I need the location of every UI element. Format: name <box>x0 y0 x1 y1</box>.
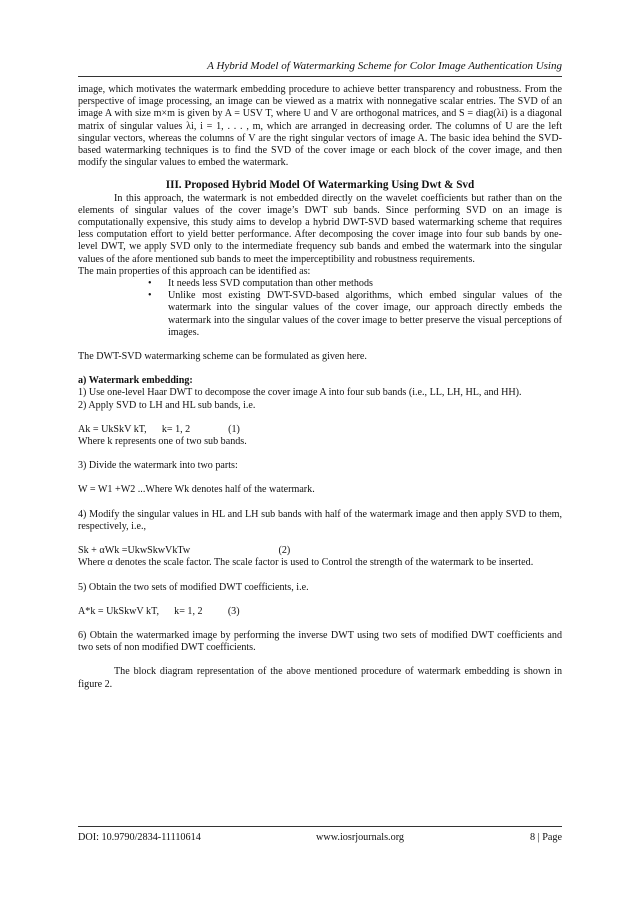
equation-2-note: Where α denotes the scale factor. The scale factor is used to Control the strength of the watermark to be inserted. <box>78 557 534 569</box>
equation-1 <box>78 424 562 436</box>
equation-2-text: Sk + αWk =UkwSkwVkTw <box>78 545 191 557</box>
equation-3 <box>78 606 562 618</box>
equation-1-text: Ak = UkSkV kT, k= 1, 2 <box>78 423 191 435</box>
intro-paragraph: image, which motivates the watermark embedding procedure to achieve better transparency and robustness. From the perspective of image processing, an image can be viewed as a matrix with nonnegative scalar entries. The SVD of an image A with size m×m is given by A = USV T, where U and V are orthogonal matrices, and S = diag(λi) is a diagonal matrix of singular values λi, i = 1, . . . , m, which are arranged in decreasing order. The columns of U are the left singular vectors, whereas the columns of V are the right singular vectors of image A. The basic idea behind the SVD-based watermarking techniques is to find the SVD of the cover image or each block of the cover image, and then modify the singular values to embed the watermark. <box>78 84 562 169</box>
paper-page <box>78 0 562 903</box>
step-3: 3) Divide the watermark into two parts: <box>78 460 238 472</box>
property-item: • Unlike most existing DWT-SVD-based algorithms, which embed singular values of the watermark into the singular values of the cover image, our approach directly embeds the watermark into the singular values of the cover image to better preserve the visual perceptions of images. <box>148 290 562 339</box>
property-item: • It needs less SVD computation than other methods <box>148 278 562 290</box>
step-5: 5) Obtain the two sets of modified DWT coefficients, i.e. <box>78 581 309 593</box>
equation-2-number: (2) <box>278 545 291 557</box>
footer-page-number: 8 | Page <box>529 832 562 843</box>
equation-2 <box>78 545 562 557</box>
main-content <box>78 84 562 691</box>
page-footer <box>78 826 562 843</box>
watermark-split-equation: W = W1 +W2 ...Where Wk denotes half of the watermark. <box>78 484 315 496</box>
equation-1-number: (1) <box>228 423 240 435</box>
step-4: 4) Modify the singular values in HL and LH sub bands with half of the watermark image and then apply SVD to them, respectively, i.e., <box>78 508 562 532</box>
step-2: 2) Apply SVD to LH and HL sub bands, i.e. <box>78 399 256 411</box>
step-1: 1) Use one-level Haar DWT to decompose the cover image A into four sub bands (i.e., LL, LH, HL, and HH). <box>78 387 522 399</box>
footer-website: www.iosrjournals.org <box>316 832 405 843</box>
running-title: A Hybrid Model of Watermarking Scheme for Color Image Authentication Using <box>207 60 562 72</box>
footer-doi: DOI: 10.9790/2834-11110614 <box>78 832 201 843</box>
closing-paragraph: The block diagram representation of the above mentioned procedure of watermark embedding is shown in figure 2. <box>78 666 562 690</box>
equation-1-note: Where k represents one of two sub bands. <box>78 436 247 448</box>
section-title: III. Proposed Hybrid Model Of Watermarking Using Dwt & Svd <box>165 179 475 192</box>
section-paragraph: In this approach, the watermark is not embedded directly on the wavelet coefficients but rather than on the elements of singular values of the cover image’s DWT sub bands. Since performing SVD on an image is computationally expensive, this study aims to develop a hybrid DWT-SVD based watermarking scheme that requires less computation effort to yield better performance. After decomposing the cover image into four sub bands by one-level DWT, we apply SVD only to the intermediate frequency sub bands and embed the watermark into the singular values of the afore mentioned sub bands to meet the imperceptibility and robustness requirements. <box>78 192 562 265</box>
properties-list <box>78 278 562 339</box>
equation-3-number: (3) <box>227 605 240 617</box>
subsection-heading: a) Watermark embedding: <box>78 375 193 387</box>
formulation-sentence: The DWT-SVD watermarking scheme can be formulated as given here. <box>78 351 367 363</box>
properties-intro: The main properties of this approach can be identified as: <box>78 265 311 277</box>
equation-3-text: A*k = UkSkwV kT, k= 1, 2 <box>78 605 203 617</box>
running-header <box>78 60 562 77</box>
step-6: 6) Obtain the watermarked image by performing the inverse DWT using two sets of modified DWT coefficients and two sets of non modified DWT coefficients. <box>78 629 562 654</box>
